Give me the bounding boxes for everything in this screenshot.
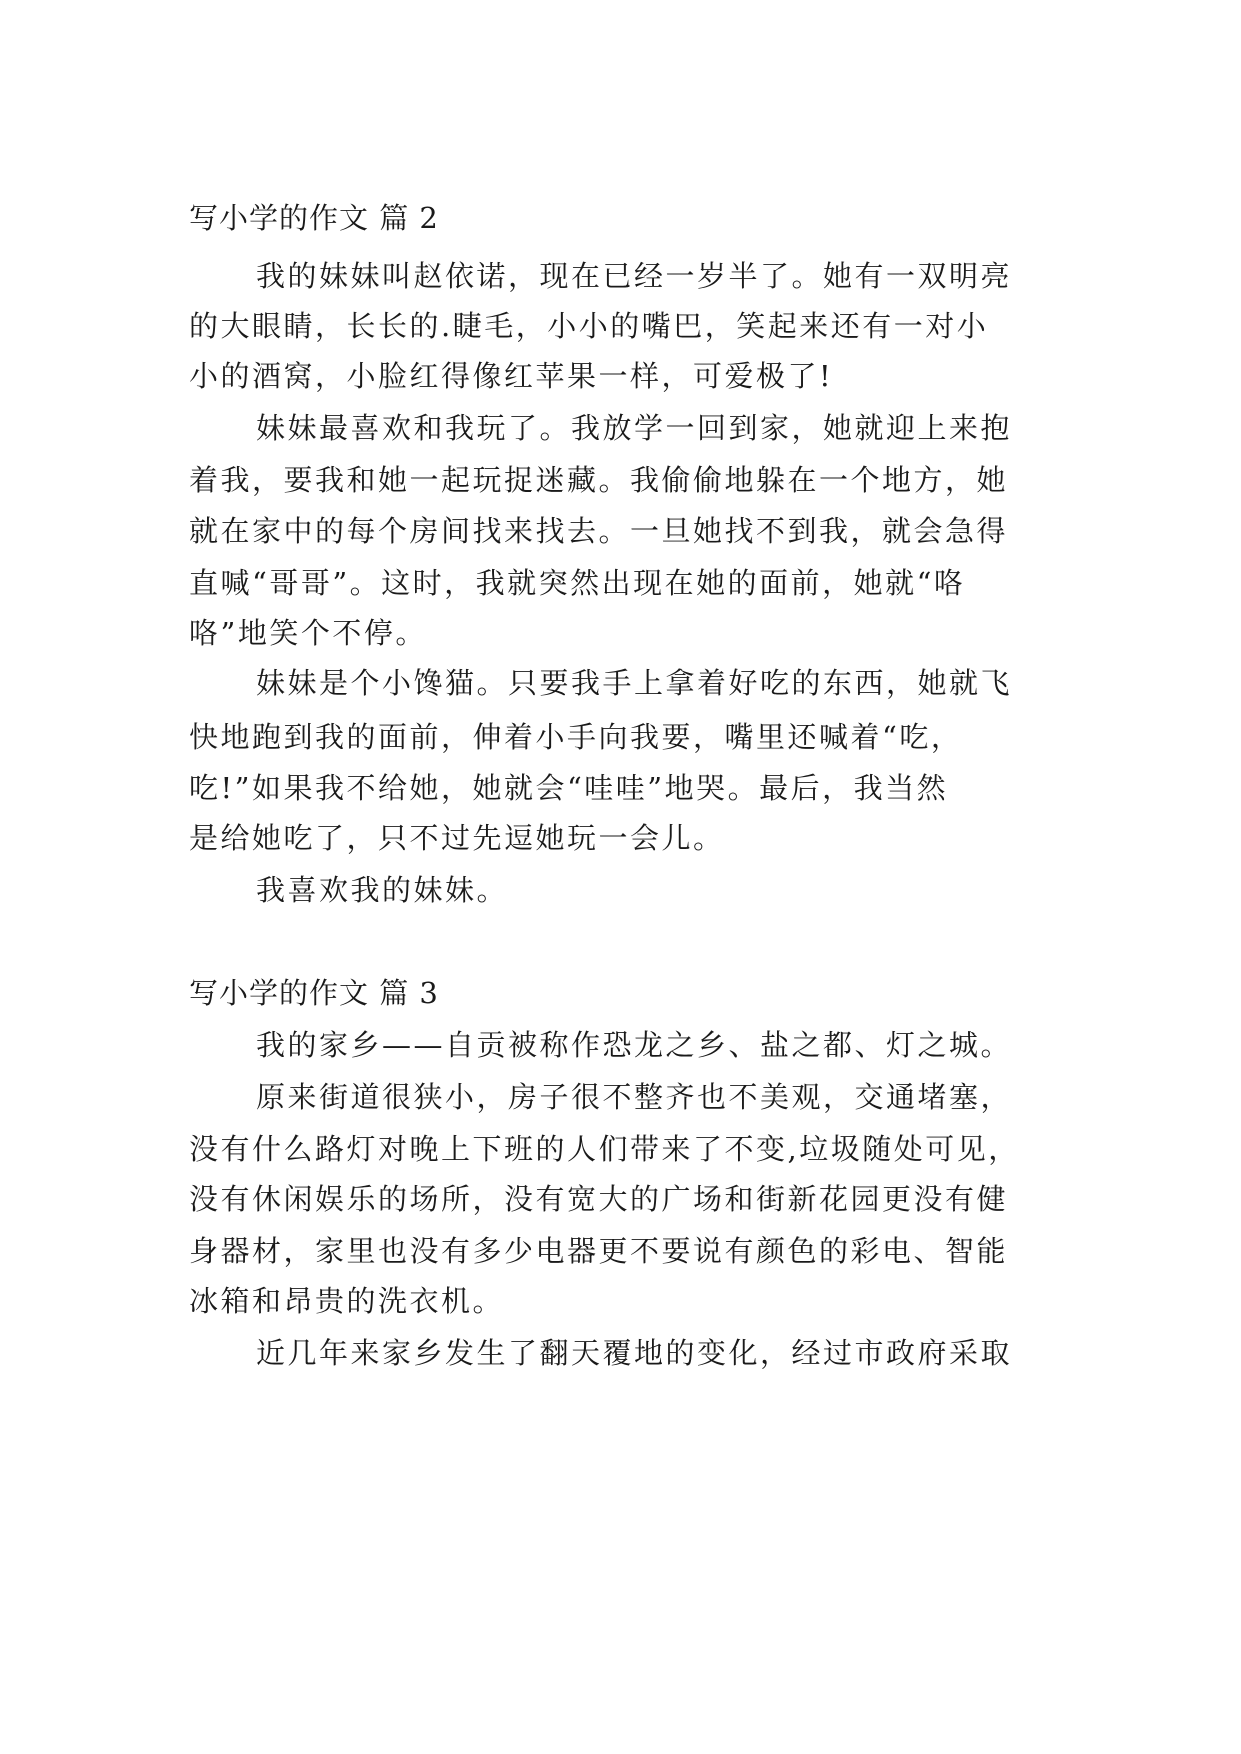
section-heading-2: 写小学的作文 篇 2 (189, 201, 439, 235)
paragraph-line: 我的家乡——自贡被称作恐龙之乡、盐之都、灯之城。 (256, 1028, 1013, 1062)
paragraph-line: 我喜欢我的妹妹。 (256, 873, 509, 907)
paragraph-line: 妹妹是个小馋猫。只要我手上拿着好吃的东西，她就飞 (256, 666, 1013, 700)
paragraph-line: 的大眼睛，长长的.睫毛，小小的嘴巴，笑起来还有一对小 (189, 309, 989, 343)
paragraph-line: 咯”地笑个不停。 (189, 616, 427, 650)
paragraph-line: 妹妹最喜欢和我玩了。我放学一回到家，她就迎上来抱 (256, 411, 1013, 445)
paragraph-line: 吃!”如果我不给她，她就会“哇哇”地哭。最后，我当然 (189, 771, 949, 805)
paragraph-line: 近几年来家乡发生了翻天覆地的变化，经过市政府采取 (256, 1336, 1013, 1370)
paragraph-line: 没有休闲娱乐的场所，没有宽大的广场和街新花园更没有健 (189, 1182, 1009, 1216)
paragraph-line: 就在家中的每个房间找来找去。一旦她找不到我，就会急得 (189, 514, 1009, 548)
paragraph-line: 着我，要我和她一起玩捉迷藏。我偷偷地躲在一个地方，她 (189, 463, 1009, 497)
paragraph-line: 小的酒窝，小脸红得像红苹果一样，可爱极了! (189, 359, 834, 393)
section-heading-3: 写小学的作文 篇 3 (189, 976, 439, 1010)
paragraph-line: 身器材，家里也没有多少电器更不要说有颜色的彩电、智能 (189, 1234, 1009, 1268)
paragraph-line: 冰箱和昂贵的洗衣机。 (189, 1284, 505, 1318)
paragraph-line: 没有什么路灯对晚上下班的人们带来了不变,垃圾随处可见， (189, 1132, 1020, 1166)
paragraph-line: 是给她吃了，只不过先逗她玩一会儿。 (189, 821, 725, 855)
paragraph-line: 原来街道很狭小，房子很不整齐也不美观，交通堵塞， (256, 1080, 1013, 1114)
paragraph-line: 我的妹妹叫赵依诺，现在已经一岁半了。她有一双明亮 (256, 259, 1013, 293)
paragraph-line: 直喊“哥哥”。这时，我就突然出现在她的面前，她就“咯 (189, 566, 966, 600)
paragraph-line: 快地跑到我的面前，伸着小手向我要，嘴里还喊着“吃， (189, 720, 963, 754)
